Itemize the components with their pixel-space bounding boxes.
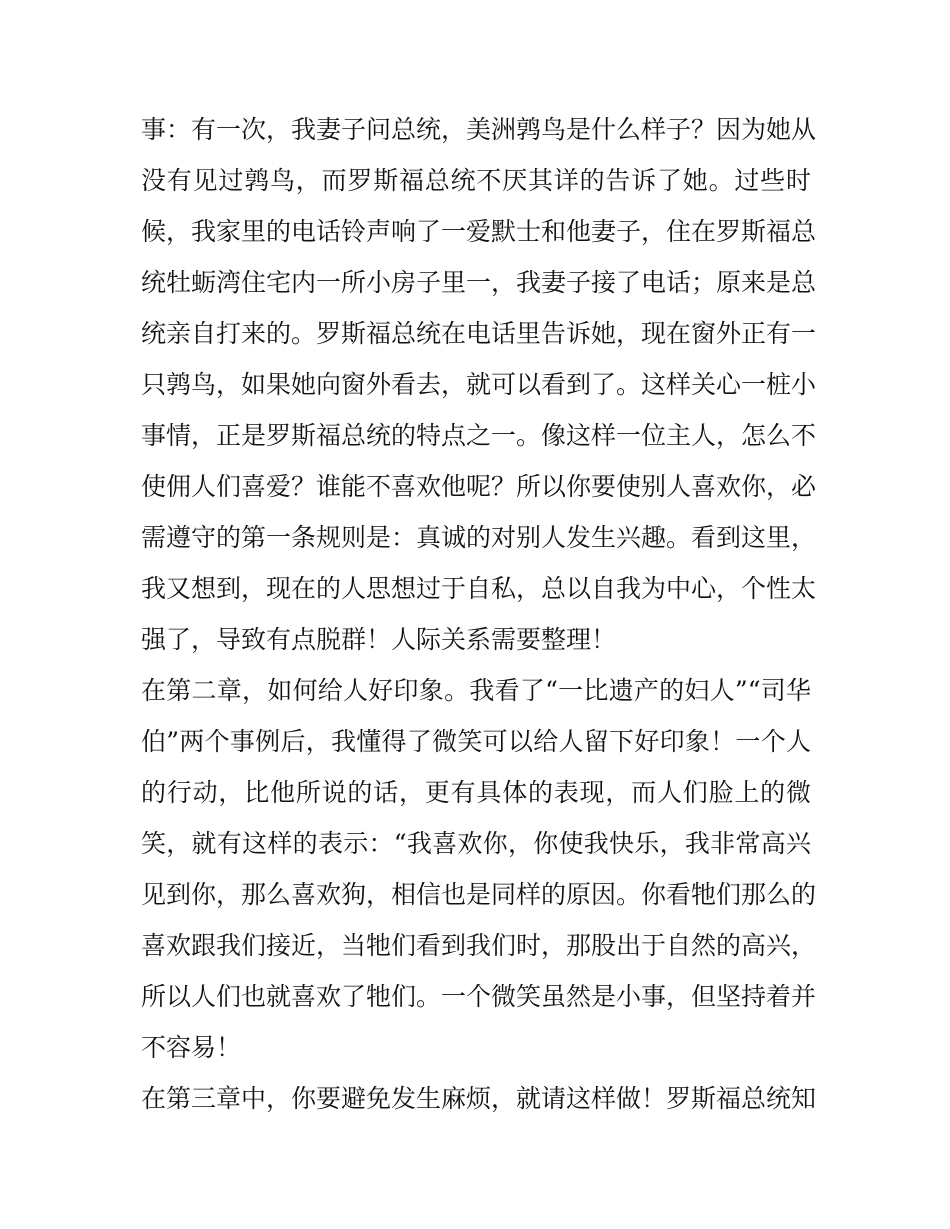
text-line-13: 伯”两个事例后，我懂得了微笑可以给人留下好印象！一个人 bbox=[141, 727, 811, 756]
text-line-9: 需遵守的第一条规则是：真诚的对别人发生兴趣。看到这里， bbox=[141, 523, 817, 552]
text-line-4: 统牡蛎湾住宅内一所小房子里一，我妻子接了电话；原来是总 bbox=[141, 268, 817, 297]
text-line-5: 统亲自打来的。罗斯福总统在电话里告诉她，现在窗外正有一 bbox=[141, 319, 817, 348]
text-line-18: 所以人们也就喜欢了牠们。一个微笑虽然是小事，但坚持着并 bbox=[141, 982, 817, 1011]
text-line-17: 喜欢跟我们接近，当牠们看到我们时，那股出于自然的高兴， bbox=[141, 931, 817, 960]
text-line-11: 强了，导致有点脱群！人际关系需要整理！ bbox=[141, 625, 617, 654]
text-line-16: 见到你，那么喜欢狗，相信也是同样的原因。你看牠们那么的 bbox=[141, 880, 817, 909]
text-line-7: 事情，正是罗斯福总统的特点之一。像这样一位主人，怎么不 bbox=[141, 421, 817, 450]
text-line-19: 不容易！ bbox=[141, 1033, 242, 1062]
text-line-2: 没有见过鹑鸟，而罗斯福总统不厌其详的告诉了她。过些时 bbox=[141, 166, 811, 195]
body-text bbox=[141, 104, 817, 1124]
text-line-1: 事：有一次，我妻子问总统，美洲鹑鸟是什么样子？因为她从 bbox=[141, 115, 817, 144]
text-line-12: 在第二章，如何给人好印象。我看了“一比遗产的妇人”“司华 bbox=[141, 676, 811, 705]
text-line-3: 候，我家里的电话铃声响了一爱默士和他妻子，住在罗斯福总 bbox=[141, 217, 817, 246]
text-line-8: 使佣人们喜爱？谁能不喜欢他呢？所以你要使别人喜欢你，必 bbox=[141, 472, 817, 501]
text-line-10: 我又想到，现在的人思想过于自私，总以自我为中心，个性太 bbox=[141, 574, 817, 603]
text-line-20: 在第三章中，你要避免发生麻烦，就请这样做！罗斯福总统知 bbox=[141, 1084, 817, 1113]
text-line-14: 的行动，比他所说的话，更有具体的表现，而人们脸上的微 bbox=[141, 778, 811, 807]
text-line-6: 只鹑鸟，如果她向窗外看去，就可以看到了。这样关心一桩小 bbox=[141, 370, 817, 399]
text-line-15: 笑，就有这样的表示：“我喜欢你，你使我快乐，我非常高兴 bbox=[141, 829, 811, 858]
